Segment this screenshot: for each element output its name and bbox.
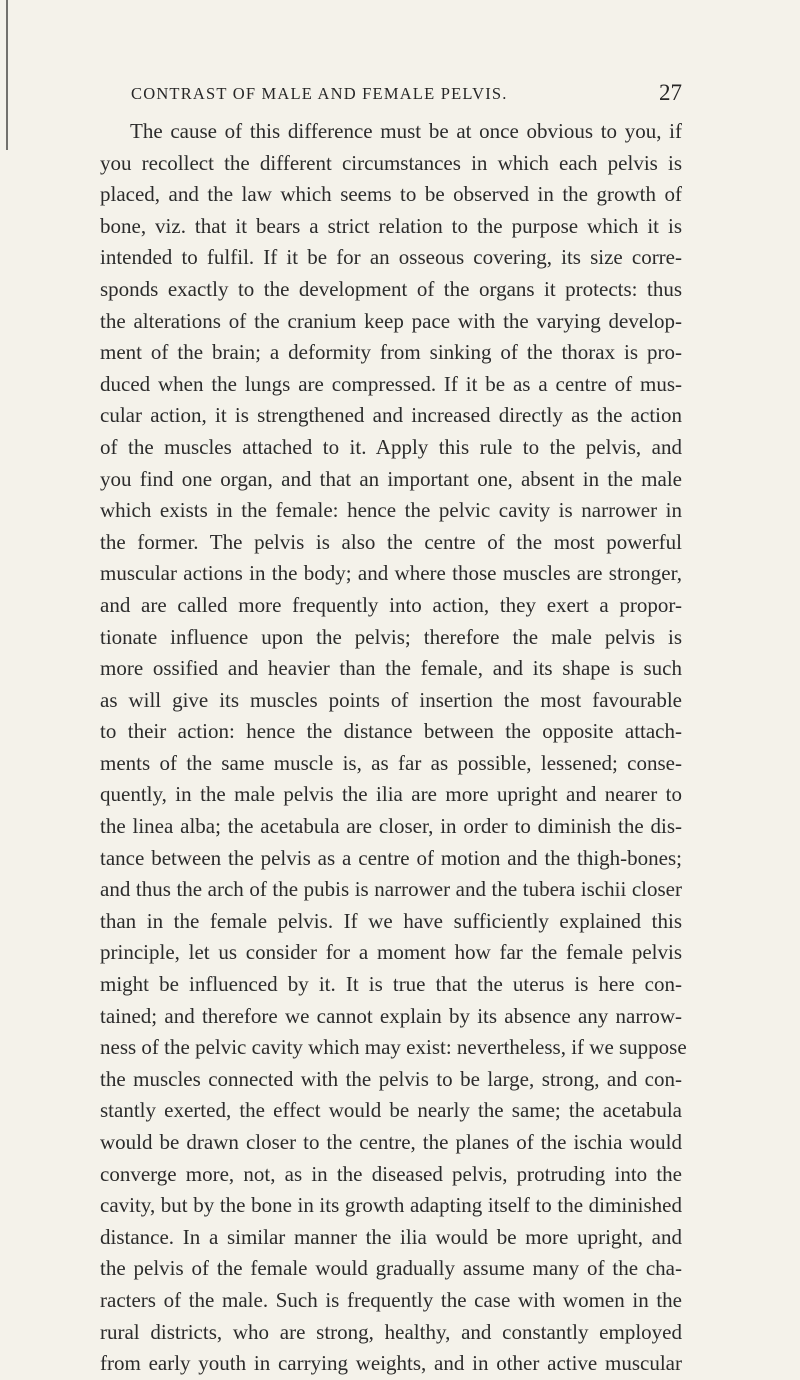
text-line: the former. The pelvis is also the centre of the most powerful xyxy=(100,529,682,554)
text-line: as will give its muscles points of insertion the most favourable xyxy=(100,687,682,712)
body-paragraph xyxy=(100,116,687,1380)
page-edge-line xyxy=(6,0,8,150)
text-line: might be influenced by it. It is true that the uterus is here con- xyxy=(100,972,682,997)
text-line: principle, let us consider for a moment how far the female pelvis xyxy=(100,940,682,965)
text-line: placed, and the law which seems to be observed in the growth of xyxy=(100,182,682,207)
text-line: and thus the arch of the pubis is narrower and the tubera ischii closer xyxy=(100,877,682,902)
text-line: bone, viz. that it bears a strict relation to the purpose which it is xyxy=(100,213,682,238)
text-line: quently, in the male pelvis the ilia are more upright and nearer to xyxy=(100,782,682,807)
text-line: from early youth in carrying weights, and in other active muscular xyxy=(100,1351,682,1376)
text-line: which exists in the female: hence the pelvic cavity is narrower in xyxy=(100,498,682,523)
text-line: you find one organ, and that an important one, absent in the male xyxy=(100,466,682,491)
text-line: would be drawn closer to the centre, the planes of the ischia would xyxy=(100,1130,682,1154)
page-number: 27 xyxy=(659,80,682,105)
text-line: the linea alba; the acetabula are closer, in order to diminish the dis- xyxy=(100,814,682,839)
text-line: cavity, but by the bone in its growth adapting itself to the diminished xyxy=(100,1193,682,1218)
text-line: The cause of this difference must be at once obvious to you, if xyxy=(130,119,682,143)
text-line: than in the female pelvis. If we have sufficiently explained this xyxy=(100,908,682,933)
text-line: the alterations of the cranium keep pace with the varying develop- xyxy=(100,308,682,333)
text-line: to their action: hence the distance between the opposite attach- xyxy=(100,719,682,744)
text-line: stantly exerted, the effect would be nearly the same; the acetabula xyxy=(100,1098,682,1123)
text-line: tance between the pelvis as a centre of motion and the thigh-bones; xyxy=(100,845,682,870)
text-line: of the muscles attached to it. Apply this rule to the pelvis, and xyxy=(100,434,682,459)
text-line: duced when the lungs are compressed. If it be as a centre of mus- xyxy=(100,371,682,396)
text-line: ments of the same muscle is, as far as possible, lessened; conse- xyxy=(100,750,682,775)
text-line: and are called more frequently into action, they exert a propor- xyxy=(100,592,682,617)
text-line: racters of the male. Such is frequently the case with women in the xyxy=(100,1287,682,1312)
running-title: CONTRAST OF MALE AND FEMALE PELVIS. xyxy=(131,84,508,103)
text-line: ness of the pelvic cavity which may exist: nevertheless, if we suppose xyxy=(100,1035,687,1060)
text-line: tained; and therefore we cannot explain by its absence any narrow- xyxy=(100,1003,682,1028)
text-line: cular action, it is strengthened and increased directly as the action xyxy=(100,403,682,428)
text-line: more ossified and heavier than the female, and its shape is such xyxy=(100,656,682,681)
text-line: you recollect the different circumstances in which each pelvis is xyxy=(100,150,682,175)
text-line: sponds exactly to the development of the organs it protects: thus xyxy=(100,276,682,301)
text-line: muscular actions in the body; and where those muscles are stronger, xyxy=(100,561,682,586)
text-line: the muscles connected with the pelvis to be large, strong, and con- xyxy=(100,1066,682,1091)
text-line: the pelvis of the female would gradually assume many of the cha- xyxy=(100,1256,682,1281)
text-line: converge more, not, as in the diseased pelvis, protruding into the xyxy=(100,1161,682,1186)
page-header xyxy=(100,80,682,110)
text-line: tionate influence upon the pelvis; therefore the male pelvis is xyxy=(100,624,682,649)
text-line: distance. In a similar manner the ilia would be more upright, and xyxy=(100,1224,682,1249)
text-line: rural districts, who are strong, healthy, and constantly employed xyxy=(100,1319,682,1344)
text-line: intended to fulfil. If it be for an osseous covering, its size corre- xyxy=(100,245,682,270)
text-line: ment of the brain; a deformity from sinking of the thorax is pro- xyxy=(100,340,682,365)
